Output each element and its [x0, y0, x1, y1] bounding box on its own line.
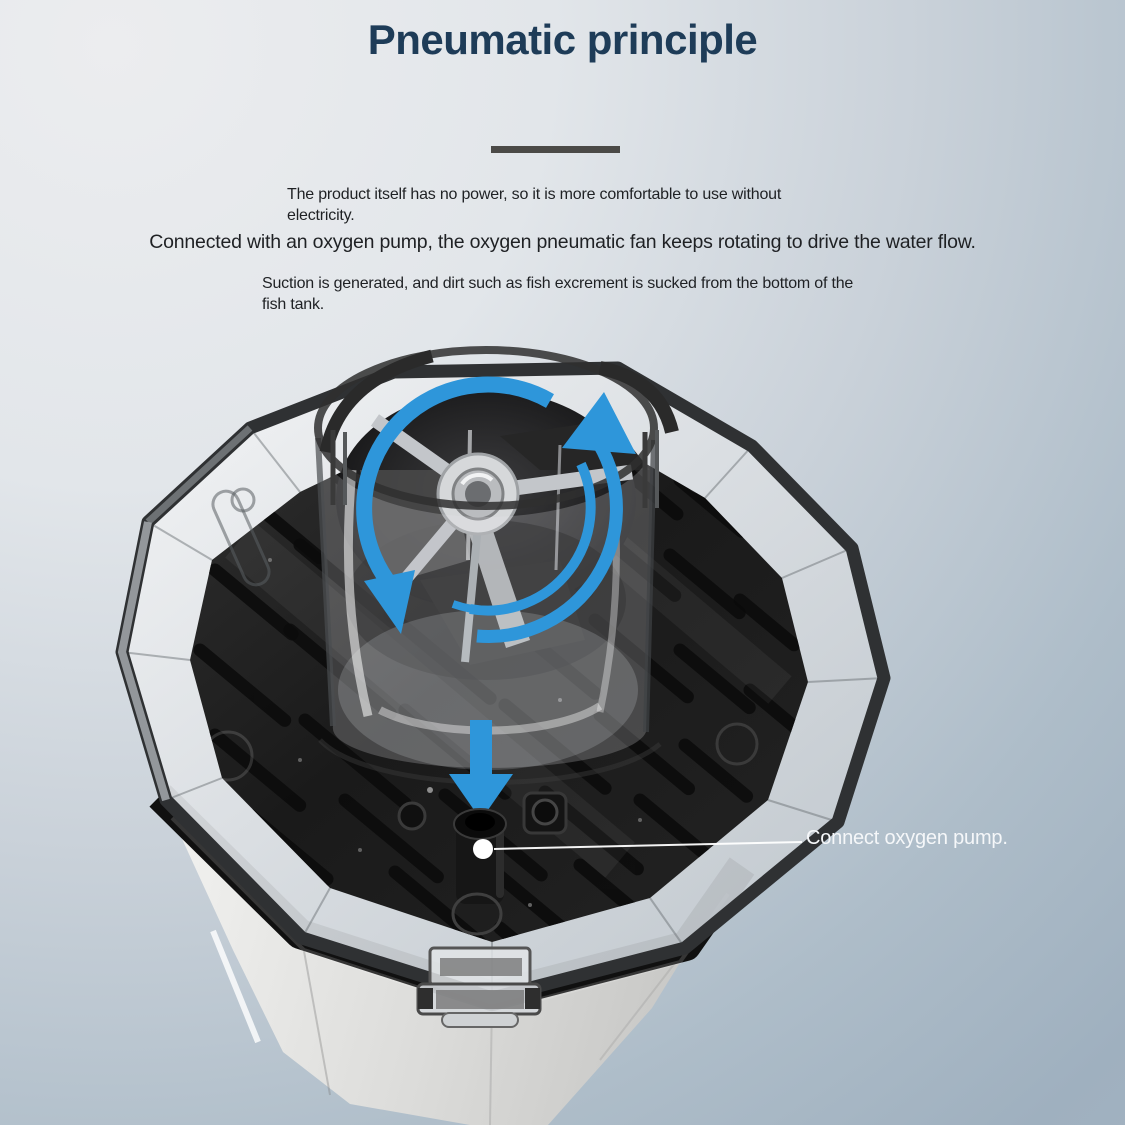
description-line-1: The product itself has no power, so it is more comfortable to use without electricity. — [287, 186, 782, 225]
description-line-3: Suction is generated, and dirt such as fish excrement is sucked from the bottom of the fish tank. — [262, 275, 854, 314]
description-line-2: Connected with an oxygen pump, the oxygen pneumatic fan keeps rotating to drive the water flow. — [149, 231, 976, 253]
page-title: Pneumatic principle — [367, 16, 758, 63]
port-marker-dot — [473, 839, 493, 859]
front-latch — [418, 948, 540, 1027]
connect-oxygen-pump-label: Connect oxygen pump. — [806, 827, 1008, 849]
title-divider — [491, 146, 620, 153]
